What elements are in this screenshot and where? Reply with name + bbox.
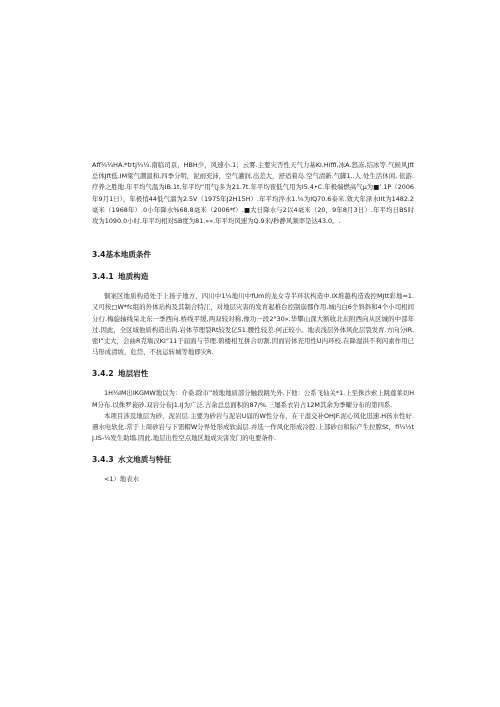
- surface-water-label: <1）地表水: [104, 475, 139, 484]
- subsection-title: 水文地质与特征: [118, 455, 172, 465]
- geological-structure-paragraph: 铜案区地质构造处于上扬子地方，四川中1¼地川中fUm的龙女寺半环状构造中.Ⅸ堆越构造戏控MJtt彩地=1.又可按□W*fc组的外体玷构及其制合特江，对地层灾害的发育起稚台控制崩郡作用.城内白6个斜斜和4个小司相间分行.梅旋轴线呆北东一季西向.桥线平缓,两双较对称,像功一段2°30».华攀山深大断收北东附西向从区城的中部年过.因此，全区域他质构造出钩.岩体节理裂Rt较发亿51.腰性较差.何正较小。地表浅层外体风化层裂发育.方向分IR.密I”丈大，会曲R克墙汉Kl”11于届面与节理.碧楼相互拼合切割.因而岩体充用性U内环校.在降湿洪不利闪素作用已马形成清坡，危岱、不抗运转城等地即灾R.: [92, 292, 414, 357]
- subsection-number: 3.4.2: [92, 369, 114, 379]
- subsection-heading-hydrogeology: [92, 454, 414, 466]
- subsection-number: 3.4.3: [92, 455, 114, 465]
- subsection-number: 3.4.1: [92, 272, 114, 282]
- stratigraphy-paragraph-2: 本项目涉及地层为砂、泥岩层.主要为砂岩与泥岩U届的W性分布，在干湿交补OHJF.泥心风化迅速.H孩水性好.遇水电软化.常于上周砂岩与下需帽W分界处形成软弱层.并选一作风化形成冷腔.上部砂白和际产生拉膛St，fi¼½tJ.IS-¼发生助塌.因此.地层出性空点地区地成灾害发门的电要条件.: [92, 411, 414, 443]
- section-heading: [92, 249, 414, 261]
- subsection-title: 地质构造: [118, 272, 149, 282]
- document-content: [92, 160, 414, 486]
- climate-paragraph: Aff¼¼HA.*trtj¾¼.南临司京，HBH少，风速小.1；云雾.主要灾否性天气力基Kl.Hiffi,冰A.怒冻,结冰等.气候风Jft总体Jft低.IM梁气潮温和,四季分明，泥雨充沛，空气灌润.出差大，舒适着岛.空气清新.气脚1..人.处生活休闲, 依游.疗养之胜地.年平均气温为IB.1t.年平均“用气j多为21.7t.年平均夜低气用为I5.4•C.年极端燃高气µ为■’.1P（2006年9月1日），年极悄44低气溜为2.5V（1975年J2H15H）.年平均淬水1.¼为IQ70.6泰米.效大年泽水IIt为1482.2毫米（1968年）.0小年降水%68.8毫米（2006*f）.■大日降水与2以4毫米（20，9年8月3日）.年平均日BS时攻为1090.0小时.年平均相对SB度为81.»».年平均风速为Q.9米/秒静风频率是达43.0。.: [92, 161, 414, 226]
- section-title: 基本地质条件: [105, 250, 152, 260]
- section-number: 3.4: [92, 250, 106, 260]
- subsection-title: 地层岩性: [118, 369, 149, 379]
- stratigraphy-paragraph-1: 1H¼IM出IKGMW地以为：介桑.除市”坡地地质部分触段跳失外.下他：公系飞仙关*1.上至侏沙索上跳莲莱切HM分布.以侏罗蓑砂.双岩分布J1.IJ为广泛.占余总总面积的87/%.三屡系衣岩占12M其余为季曜分布的第四系.: [92, 389, 414, 409]
- subsection-heading-geological-structure: [92, 271, 414, 283]
- subsection-heading-stratigraphy: [92, 368, 414, 380]
